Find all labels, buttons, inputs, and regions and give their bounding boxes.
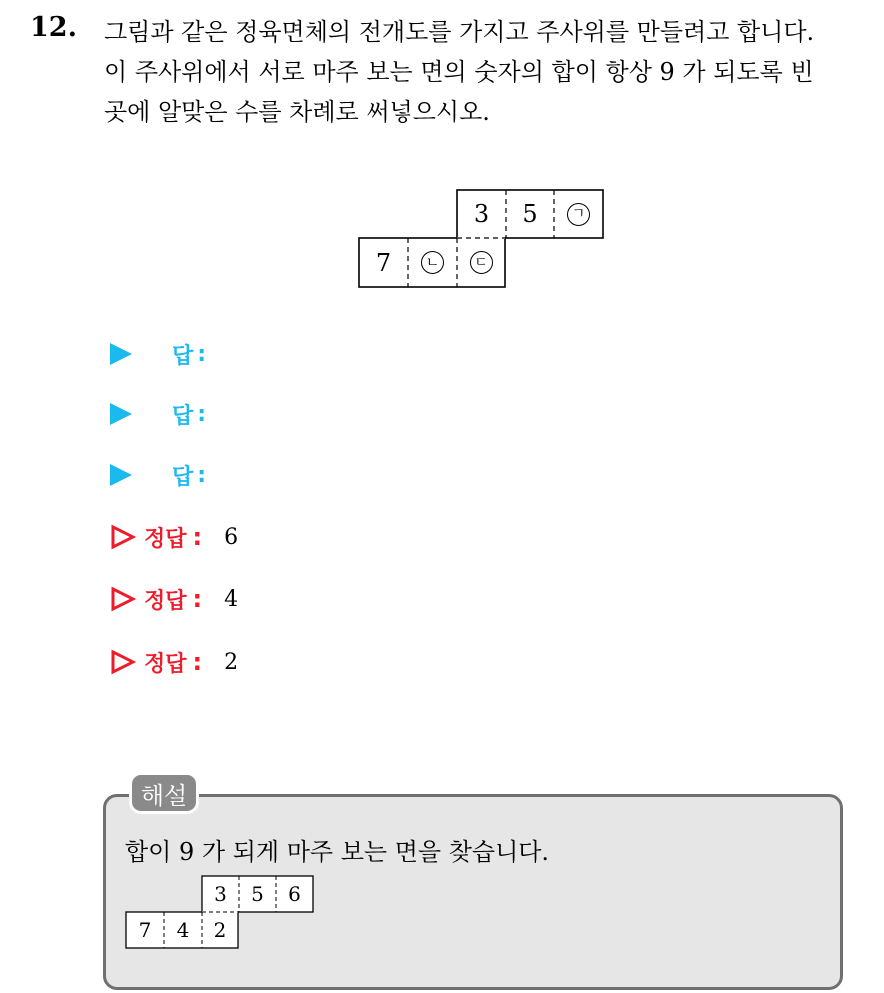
correct-colon: : — [192, 648, 203, 676]
explanation-tag: 해설 — [129, 772, 199, 814]
question-number: 12. — [30, 12, 77, 43]
play-triangle-icon — [110, 403, 132, 425]
net-lines — [0, 180, 884, 480]
correct-answer-row-3 — [110, 645, 238, 679]
solution-top-cell-2: 5 — [251, 882, 264, 906]
solution-bottom-cell-2: 4 — [176, 918, 190, 942]
answer-colon: : — [197, 462, 207, 488]
answer-label: 답 — [172, 343, 194, 369]
correct-colon: : — [192, 523, 203, 551]
net-bottom-cell-1: 7 — [375, 248, 392, 277]
net-bottom-cell-2 — [408, 238, 457, 287]
circled-giyeok: ㄱ — [567, 203, 590, 226]
correct-label: 정답 — [144, 588, 187, 614]
answer-row-3 — [110, 460, 206, 490]
outline-triangle-icon — [110, 524, 136, 550]
answer-row-1 — [110, 339, 206, 369]
correct-value: 6 — [224, 524, 239, 550]
correct-colon: : — [192, 585, 203, 613]
answer-row-2 — [110, 399, 206, 429]
circled-digeut: ㄷ — [470, 251, 493, 274]
circled-nieun: ㄴ — [421, 251, 444, 274]
play-triangle-icon — [110, 464, 132, 486]
solution-top-cell-3: 6 — [288, 882, 301, 906]
net-top-cell-1: 3 — [473, 200, 490, 228]
answer-colon: : — [197, 401, 207, 427]
answer-colon: : — [197, 341, 207, 367]
play-triangle-icon — [110, 343, 132, 365]
net-bottom-cell-3 — [457, 238, 505, 287]
question-line-1: 그림과 같은 정육면체의 전개도를 가지고 주사위를 만들려고 합니다. — [104, 18, 815, 46]
question-text — [104, 12, 864, 132]
outline-triangle-icon — [110, 649, 136, 675]
solution-top-cell-1: 3 — [214, 882, 227, 906]
question-line-3: 곳에 알맞은 수를 차례로 써넣으시오. — [104, 98, 490, 126]
correct-label: 정답 — [144, 526, 187, 552]
correct-answer-row-2 — [110, 582, 238, 616]
question-line-2: 이 주사위에서 서로 마주 보는 면의 숫자의 합이 항상 9 가 되도록 빈 — [104, 58, 814, 86]
correct-label: 정답 — [144, 651, 187, 677]
answer-label: 답 — [172, 464, 194, 490]
net-top-cell-2: 5 — [522, 200, 538, 228]
outline-triangle-icon — [110, 586, 136, 612]
answer-label: 답 — [172, 403, 194, 429]
solution-bottom-cell-3: 2 — [213, 918, 227, 942]
correct-value: 4 — [224, 586, 239, 612]
correct-value: 2 — [224, 649, 239, 675]
correct-answer-row-1 — [110, 520, 238, 554]
solution-bottom-cell-1: 7 — [138, 918, 152, 942]
net-top-cell-3 — [554, 190, 603, 238]
explanation-text: 합이 9 가 되게 마주 보는 면을 찾습니다. — [125, 838, 550, 866]
